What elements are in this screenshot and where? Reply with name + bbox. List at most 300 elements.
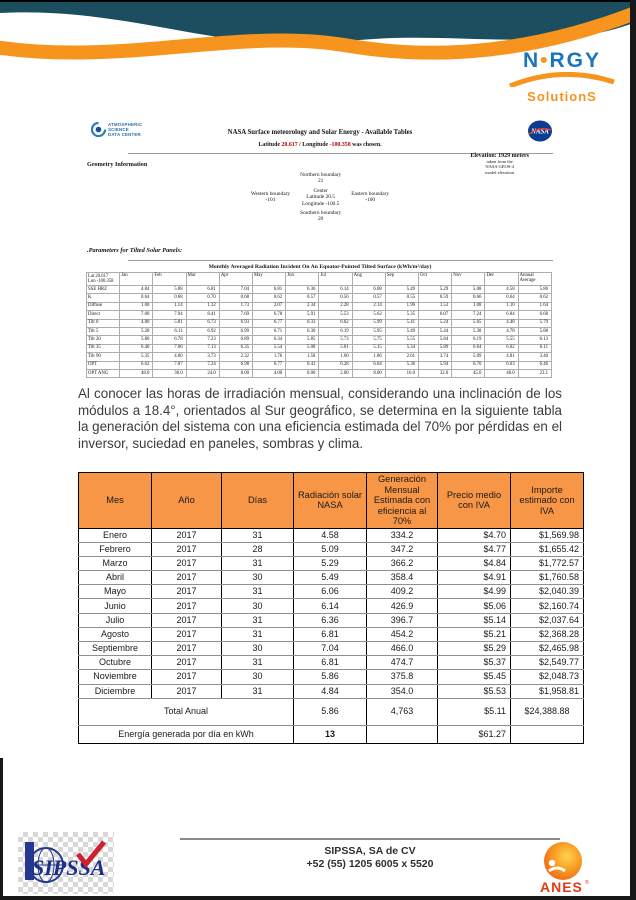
radiation-cell: 2.28 (319, 302, 352, 310)
generation-cell: $1,772.57 (511, 556, 584, 570)
radiation-cell: 45.0 (452, 369, 485, 377)
radiation-cell: 5.35 (385, 311, 418, 319)
radiation-cell: 5.08 (286, 344, 319, 352)
generation-cell: Enero (79, 528, 152, 542)
generation-row (79, 585, 584, 599)
radiation-cell: 7.94 (153, 311, 186, 319)
radiation-cell: 6.92 (186, 327, 219, 335)
body-paragraph: Al conocer las horas de irradiación mensual, considerando una inclinación de los módulos a 18.4°, orientados al Sur geográfico, se determina en la siguiente tabla la generación del sistema con una eficiencia estimada del 70% por pérdidas en el inversor, suciedad en paneles, sombras y clima. (78, 386, 562, 451)
nrgy-logo (504, 50, 620, 104)
radiation-cell: 0.56 (319, 294, 352, 302)
radiation-cell: 0.68 (153, 294, 186, 302)
radiation-cell: 5.91 (286, 311, 319, 319)
radiation-cell: 23.1 (518, 369, 551, 377)
radiation-cell: 6.07 (419, 311, 452, 319)
generation-cell: Octubre (79, 656, 152, 670)
radiation-cell: 6.71 (253, 327, 286, 335)
energy-per-day-row (79, 725, 584, 743)
radiation-cell: 5.94 (419, 361, 452, 369)
radiation-cell: 6.33 (286, 319, 319, 327)
generation-cell: 5.29 (294, 556, 367, 570)
logo-letters-rgy: RGY (549, 49, 602, 72)
generation-cell: 2017 (152, 670, 222, 684)
logo-dot: • (540, 49, 550, 72)
generation-cell: Julio (79, 613, 152, 627)
nasa-meatball-icon (527, 120, 553, 142)
radiation-column-header: Oct (419, 273, 452, 286)
radiation-column-header: Jan (120, 273, 153, 286)
energy-cell (511, 725, 584, 743)
radiation-cell: 6.99 (219, 327, 252, 335)
radiation-cell: 0.57 (286, 294, 319, 302)
radiation-cell: 6.35 (219, 344, 252, 352)
radiation-cell: 6.81 (186, 286, 219, 294)
radiation-row (87, 353, 552, 361)
eastern-boundary: Eastern boundary -100 (351, 191, 390, 204)
radiation-cell: 5.01 (319, 344, 352, 352)
generation-cell: $5.37 (438, 656, 511, 670)
radiation-cell: 0.66 (452, 294, 485, 302)
generation-table (78, 472, 584, 744)
radiation-table-title: Monthly Averaged Radiation Incident On An Equator-Pointed Tilted Surface (kWh/m²/day) (208, 264, 432, 270)
radiation-cell: 6.62 (120, 361, 153, 369)
generation-cell: Febrero (79, 542, 152, 556)
radiation-cell: 5.49 (385, 327, 418, 335)
radiation-row (87, 336, 552, 344)
generation-cell: 2017 (152, 585, 222, 599)
radiation-row (87, 361, 552, 369)
generation-cell: 4.58 (294, 528, 367, 542)
southern-boundary: Southern boundary 20 (300, 210, 342, 223)
radiation-cell: 5.09 (452, 353, 485, 361)
generation-cell: 2017 (152, 556, 222, 570)
generation-column-header: Precio medio con IVA (438, 473, 511, 529)
radiation-cell: 0.70 (186, 294, 219, 302)
radiation-cell: 6.34 (253, 336, 286, 344)
asdc-logo (91, 122, 142, 137)
radiation-column-header: Jul (319, 273, 352, 286)
radiation-cell: 0.55 (385, 294, 418, 302)
total-label: Total Anual (79, 698, 294, 725)
logo-swoosh (506, 72, 618, 87)
generation-row (79, 684, 584, 698)
generation-cell: 409.2 (367, 585, 438, 599)
generation-cell: 2017 (152, 627, 222, 641)
generation-cell: 31 (222, 627, 294, 641)
elevation-block: Elevation: 1929 meters taken from the NASA GEOS-4 model elevation (470, 153, 529, 175)
generation-cell: $1,760.58 (511, 571, 584, 585)
radiation-cell: 6.04 (352, 361, 385, 369)
radiation-row-label: K (87, 294, 120, 302)
radiation-cell: 0.59 (419, 294, 452, 302)
radiation-row (87, 369, 552, 377)
anes-logo (532, 840, 592, 896)
generation-cell: 6.06 (294, 585, 367, 599)
radiation-cell: 5.54 (253, 344, 286, 352)
generation-cell: 474.7 (367, 656, 438, 670)
generation-cell: 6.81 (294, 656, 367, 670)
radiation-cell: 5.35 (120, 353, 153, 361)
radiation-row-label: OPT (87, 361, 120, 369)
anes-logo-icon (532, 840, 592, 896)
radiation-cell: 5.44 (419, 327, 452, 335)
radiation-cell: 5.34 (385, 344, 418, 352)
generation-cell: $5.29 (438, 642, 511, 656)
radiation-cell: 7.06 (153, 344, 186, 352)
radiation-cell: 6.78 (153, 336, 186, 344)
generation-cell: 31 (222, 684, 294, 698)
radiation-row-label: OPT ANG (87, 369, 120, 377)
radiation-cell: 5.55 (385, 336, 418, 344)
radiation-cell: 1.73 (219, 302, 252, 310)
generation-row (79, 613, 584, 627)
radiation-cell: 1.86 (352, 353, 385, 361)
generation-cell: 5.86 (294, 670, 367, 684)
boundary-grid (85, 172, 555, 223)
parameters-heading: .Parameters for Tilted Solar Panels: (87, 247, 183, 254)
radiation-cell: 3.73 (186, 353, 219, 361)
radiation-cell: 7.69 (219, 311, 252, 319)
generation-cell: $4.99 (438, 585, 511, 599)
radiation-header-row (87, 273, 552, 286)
generation-row (79, 571, 584, 585)
nrgy-logo-wordmark (504, 50, 620, 72)
footer-contact (180, 845, 560, 871)
total-cell: 4,763 (367, 698, 438, 725)
generation-column-header: Generación Mensual Estimada con eficiencia al 70% (367, 473, 438, 529)
generation-cell: $1,655.42 (511, 542, 584, 556)
radiation-cell: 6.98 (219, 361, 252, 369)
radiation-cell: 6.03 (485, 361, 518, 369)
asdc-logo-text: ATMOSPHERIC SCIENCE DATA CENTER (108, 122, 143, 137)
generation-cell: 7.04 (294, 642, 367, 656)
geometry-heading: Geometry Information (87, 161, 148, 168)
generation-cell: $5.45 (438, 670, 511, 684)
radiation-column-header: Aug (352, 273, 385, 286)
radiation-cell: 5.49 (385, 286, 418, 294)
radiation-cell: 2.34 (286, 302, 319, 310)
generation-cell: 5.49 (294, 571, 367, 585)
generation-row (79, 642, 584, 656)
footer-divider (180, 838, 560, 840)
radiation-cell: 6.84 (485, 311, 518, 319)
radiation-cell: 1.58 (286, 353, 319, 361)
generation-row (79, 556, 584, 570)
generation-row (79, 599, 584, 613)
radiation-row (87, 327, 552, 335)
generation-column-header: Año (152, 473, 222, 529)
radiation-cell: 5.62 (352, 311, 385, 319)
radiation-column-header: Annual Average (518, 273, 551, 286)
radiation-cell: 38.0 (153, 369, 186, 377)
generation-cell: $2,549.77 (511, 656, 584, 670)
generation-cell: 466.0 (367, 642, 438, 656)
radiation-cell: 5.88 (153, 286, 186, 294)
generation-cell: 31 (222, 556, 294, 570)
generation-cell: 2017 (152, 684, 222, 698)
total-cell: $5.11 (438, 698, 511, 725)
generation-cell: $4.84 (438, 556, 511, 570)
radiation-cell: 5.81 (153, 319, 186, 327)
northern-boundary: Northern boundary 21 (300, 172, 342, 185)
radiation-cell: 24.0 (186, 369, 219, 377)
radiation-cell: 4.81 (485, 353, 518, 361)
generation-row (79, 656, 584, 670)
radiation-cell: 0.68 (219, 294, 252, 302)
radiation-cell: 1.60 (319, 353, 352, 361)
radiation-cell: 5.84 (419, 336, 452, 344)
radiation-cell: 6.73 (186, 319, 219, 327)
generation-cell: 30 (222, 599, 294, 613)
radiation-row (87, 286, 552, 294)
generation-total-row (79, 698, 584, 725)
radiation-row-label: Direct (87, 311, 120, 319)
generation-cell: 31 (222, 585, 294, 599)
svg-text:SIPSSA: SIPSSA (32, 855, 106, 880)
generation-cell: 6.81 (294, 627, 367, 641)
radiation-row-label: Tilt 20 (87, 336, 120, 344)
radiation-cell: 5.75 (352, 336, 385, 344)
generation-cell: 396.7 (367, 613, 438, 627)
frame-edge-bottom (0, 896, 636, 900)
radiation-cell: 6.02 (485, 344, 518, 352)
center-coordinates: Center Latitude 20.5 Longitude -100.5 (301, 187, 340, 207)
generation-cell: $5.53 (438, 684, 511, 698)
radiation-cell: 0.64 (120, 294, 153, 302)
generation-row (79, 627, 584, 641)
generation-column-header: Mes (79, 473, 152, 529)
radiation-row-label: Tilt 90 (87, 353, 120, 361)
svg-text:®: ® (585, 880, 589, 886)
radiation-cell: 2.14 (352, 302, 385, 310)
radiation-cell: 5.15 (352, 344, 385, 352)
radiation-cell: 7.23 (186, 336, 219, 344)
radiation-cell: 6.41 (286, 361, 319, 369)
radiation-cell: 6.46 (518, 361, 551, 369)
generation-cell: 4.84 (294, 684, 367, 698)
radiation-cell: 48.0 (485, 369, 518, 377)
radiation-row (87, 344, 552, 352)
radiation-cell: 3.74 (419, 353, 452, 361)
radiation-cell: 0.64 (485, 294, 518, 302)
radiation-cell: 6.77 (253, 361, 286, 369)
chosen-coordinates-line: Latitude 20.617 / Longitude -100.358 was chosen. (258, 142, 382, 148)
generation-cell: 30 (222, 670, 294, 684)
radiation-cell: 2.07 (253, 302, 286, 310)
radiation-cell: 7.00 (120, 311, 153, 319)
generation-cell: 31 (222, 656, 294, 670)
generation-cell: Diciembre (79, 684, 152, 698)
radiation-cell: 4.00 (253, 369, 286, 377)
generation-cell: Marzo (79, 556, 152, 570)
radiation-cell: 5.24 (419, 319, 452, 327)
radiation-cell: 6.70 (452, 361, 485, 369)
radiation-cell: 1.96 (385, 302, 418, 310)
generation-row (79, 670, 584, 684)
generation-cell: Abril (79, 571, 152, 585)
radiation-cell: 8.00 (352, 369, 385, 377)
energy-label: Energía generada por día en kWh (79, 725, 294, 743)
radiation-cell: 0.57 (352, 294, 385, 302)
generation-cell: $2,465.98 (511, 642, 584, 656)
generation-cell: 6.36 (294, 613, 367, 627)
generation-cell: 31 (222, 528, 294, 542)
radiation-column-header: Feb (153, 273, 186, 286)
radiation-cell: 0.62 (518, 294, 551, 302)
nasa-page-title: NASA Surface meteorology and Solar Energy - Available Tables (227, 129, 413, 136)
radiation-cell: 4.58 (485, 286, 518, 294)
radiation-cell: 7.24 (186, 361, 219, 369)
generation-cell: 2017 (152, 642, 222, 656)
radiation-cell: 4.80 (153, 353, 186, 361)
radiation-cell: 6.77 (253, 319, 286, 327)
radiation-row-label: Tilt 5 (87, 327, 120, 335)
sipssa-logo-icon (18, 832, 114, 894)
logo-subtitle: SolutionS (527, 89, 597, 104)
radiation-cell: 1.14 (153, 302, 186, 310)
longitude-value: -100.358 (329, 142, 351, 148)
radiation-cell: 5.95 (352, 327, 385, 335)
radiation-cell: 6.40 (120, 344, 153, 352)
logo-letter-n: N (522, 49, 541, 72)
radiation-row-label: Diffuse (87, 302, 120, 310)
radiation-column-header: Nov (452, 273, 485, 286)
radiation-cell: 4.80 (120, 319, 153, 327)
generation-cell: 2017 (152, 542, 222, 556)
radiation-cell: 32.0 (419, 369, 452, 377)
radiation-cell: 6.64 (452, 344, 485, 352)
radiation-column-header: Apr (219, 273, 252, 286)
radiation-cell: 1.08 (452, 302, 485, 310)
generation-cell: 347.2 (367, 542, 438, 556)
generation-cell: Junio (79, 599, 152, 613)
radiation-cell: 7.07 (153, 361, 186, 369)
radiation-column-header: Dec (485, 273, 518, 286)
radiation-cell: 8.41 (186, 311, 219, 319)
generation-cell: Noviembre (79, 670, 152, 684)
generation-cell: 2017 (152, 613, 222, 627)
radiation-cell: 6.28 (319, 361, 352, 369)
generation-cell: $1,958.81 (511, 684, 584, 698)
radiation-cell: 6.68 (518, 311, 551, 319)
radiation-cell: 6.08 (352, 286, 385, 294)
frame-edge-right (630, 0, 636, 900)
generation-cell: 454.2 (367, 627, 438, 641)
generation-cell: $1,569.98 (511, 528, 584, 542)
generation-cell: $2,040.39 (511, 585, 584, 599)
radiation-cell: 6.11 (518, 344, 551, 352)
generation-cell: $2,160.74 (511, 599, 584, 613)
radiation-cell: 5.53 (319, 311, 352, 319)
radiation-row-label: SSE HRZ (87, 286, 120, 294)
radiation-cell: 8.00 (219, 369, 252, 377)
generation-cell: $5.06 (438, 599, 511, 613)
radiation-cell: 0.00 (286, 369, 319, 377)
generation-cell: 426.9 (367, 599, 438, 613)
generation-cell: 6.14 (294, 599, 367, 613)
radiation-cell: 5.89 (419, 344, 452, 352)
generation-cell: 30 (222, 642, 294, 656)
radiation-cell: 3.40 (518, 353, 551, 361)
radiation-cell: 5.29 (419, 286, 452, 294)
generation-cell: 30 (222, 571, 294, 585)
nasa-sse-screenshot (85, 120, 555, 382)
radiation-cell: 6.14 (319, 286, 352, 294)
generation-cell: $4.91 (438, 571, 511, 585)
generation-cell: 31 (222, 613, 294, 627)
generation-cell: $5.14 (438, 613, 511, 627)
energy-cell: 13 (294, 725, 367, 743)
radiation-cell: 4.48 (485, 319, 518, 327)
generation-cell: Mayo (79, 585, 152, 599)
radiation-table (86, 272, 552, 378)
generation-cell: 2017 (152, 656, 222, 670)
radiation-cell: 5.73 (319, 336, 352, 344)
radiation-cell: 5.99 (352, 319, 385, 327)
radiation-cell: 1.00 (120, 302, 153, 310)
generation-cell: Septiembre (79, 642, 152, 656)
radiation-cell: 5.05 (452, 319, 485, 327)
energy-cell (367, 725, 438, 743)
generation-cell: $4.77 (438, 542, 511, 556)
radiation-column-header: Jun (286, 273, 319, 286)
radiation-row (87, 302, 552, 310)
generation-column-header: Días (222, 473, 294, 529)
company-name: SIPSSA, SA de CV (324, 845, 416, 857)
radiation-cell: 6.30 (286, 327, 319, 335)
generation-cell: 358.4 (367, 571, 438, 585)
radiation-cell: 16.0 (385, 369, 418, 377)
radiation-cell: 1.32 (186, 302, 219, 310)
radiation-cell: 1.53 (419, 302, 452, 310)
generation-cell: $4.70 (438, 528, 511, 542)
generation-cell: $5.21 (438, 627, 511, 641)
frame-edge-left (0, 758, 3, 900)
divider (128, 260, 553, 261)
radiation-column-header: Sep (385, 273, 418, 286)
generation-cell: $2,368.28 (511, 627, 584, 641)
generation-cell: Agosto (79, 627, 152, 641)
phone-number: +52 (55) 1205 6005 x 5520 (306, 858, 434, 870)
western-boundary: Western boundary -101 (250, 191, 291, 204)
total-cell: $24,388.88 (511, 698, 584, 725)
radiation-row (87, 319, 552, 327)
generation-cell: 5.09 (294, 542, 367, 556)
radiation-cell: 6.13 (518, 336, 551, 344)
generation-cell: 2017 (152, 528, 222, 542)
radiation-cell: 6.19 (319, 327, 352, 335)
radiation-cell: 6.89 (219, 336, 252, 344)
radiation-cell: 5.80 (120, 336, 153, 344)
radiation-cell: 0.62 (253, 294, 286, 302)
radiation-cell: 1.64 (518, 302, 551, 310)
radiation-cell: 2.32 (219, 353, 252, 361)
radiation-row (87, 311, 552, 319)
radiation-cell: 5.08 (452, 286, 485, 294)
generation-cell: 2017 (152, 599, 222, 613)
generation-column-header: Importe estimado con IVA (511, 473, 584, 529)
generation-cell: $2,037.64 (511, 613, 584, 627)
radiation-cell: 5.55 (485, 336, 518, 344)
radiation-cell: 4.84 (120, 286, 153, 294)
radiation-cell: 7.13 (186, 344, 219, 352)
generation-column-header: Radiación solar NASA (294, 473, 367, 529)
frame-edge-top (0, 0, 636, 2)
generation-cell: 366.2 (367, 556, 438, 570)
radiation-cell: 5.85 (286, 336, 319, 344)
generation-row (79, 542, 584, 556)
radiation-cell: 6.81 (253, 286, 286, 294)
